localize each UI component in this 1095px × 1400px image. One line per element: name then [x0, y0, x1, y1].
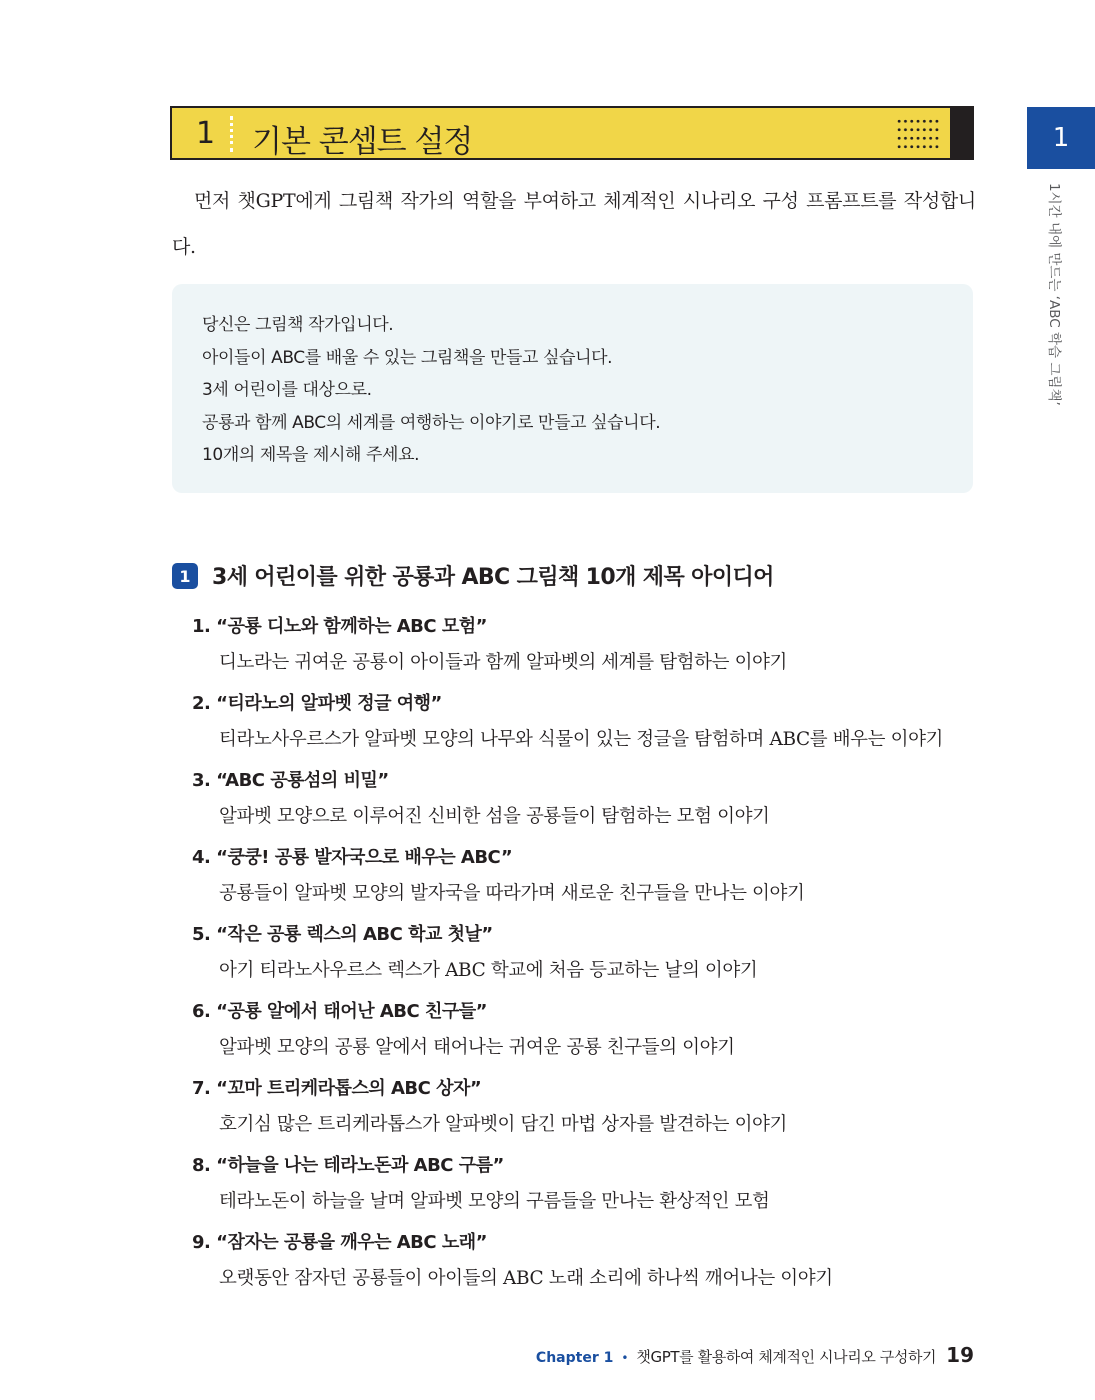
idea-description: 호기심 많은 트리케라톱스가 알파벳이 담긴 마법 상자를 발견하는 이야기 [219, 1114, 787, 1135]
dot-pattern-icon [896, 117, 940, 151]
section-bar-end [950, 108, 972, 158]
section-header [170, 106, 974, 160]
list-item [192, 920, 943, 997]
idea-description: 공룡들이 알파벳 모양의 발자국을 따라가며 새로운 친구들을 만나는 이야기 [219, 883, 805, 904]
list-item [192, 612, 943, 689]
idea-title: 7. “꼬마 트리케라톱스의 ABC 상자” [192, 1078, 482, 1099]
idea-title: 8. “하늘을 나는 테라노돈과 ABC 구름” [192, 1155, 504, 1176]
list-item [192, 689, 943, 766]
idea-title: 3. “ABC 공룡섬의 비밀” [192, 770, 389, 791]
footer-chapter: Chapter 1 [535, 1350, 614, 1366]
prompt-box [172, 284, 973, 493]
prompt-line: 10개의 제목을 제시해 주세요. [202, 445, 420, 465]
idea-title: 9. “잠자는 공룡을 깨우는 ABC 노래” [192, 1232, 487, 1253]
list-item [192, 766, 943, 843]
section-divider [230, 116, 233, 152]
idea-title: 5. “작은 공룡 렉스의 ABC 학교 첫날” [192, 924, 493, 945]
list-item [192, 1228, 943, 1305]
idea-description: 알파벳 모양의 공룡 알에서 태어나는 귀여운 공룡 친구들의 이야기 [219, 1037, 735, 1058]
idea-description: 오랫동안 잠자던 공룡들이 아이들의 ABC 노래 소리에 하나씩 깨어나는 이야기 [219, 1268, 833, 1289]
idea-description: 디노라는 귀여운 공룡이 아이들과 함께 알파벳의 세계를 탐험하는 이야기 [219, 652, 787, 673]
idea-title: 1. “공룡 디노와 함께하는 ABC 모험” [192, 616, 487, 637]
idea-title: 4. “쿵쿵! 공룡 발자국으로 배우는 ABC” [192, 847, 513, 868]
list-item [192, 843, 943, 920]
idea-list [192, 612, 943, 1305]
section-number: 1 [196, 116, 216, 151]
list-item [192, 997, 943, 1074]
idea-description: 테라노돈이 하늘을 날며 알파벳 모양의 구름들을 만나는 환상적인 모험 [219, 1191, 770, 1212]
chapter-tab: 1 [1027, 107, 1095, 169]
answer-badge: 1 [172, 563, 198, 589]
idea-title: 6. “공룡 알에서 태어난 ABC 친구들” [192, 1001, 487, 1022]
idea-title: 2. “티라노의 알파벳 정글 여행” [192, 693, 442, 714]
prompt-line: 당신은 그림책 작가입니다. [202, 315, 394, 335]
prompt-lines [202, 309, 660, 472]
section-title: 기본 콘셉트 설정 [252, 124, 473, 160]
idea-description: 아기 티라노사우르스 렉스가 ABC 학교에 처음 등교하는 날의 이야기 [219, 960, 758, 981]
list-item [192, 1074, 943, 1151]
side-book-title: 1시간 내에 만드는 ‘ABC 학습 그림책’ [1046, 183, 1062, 406]
idea-description: 티라노사우르스가 알파벳 모양의 나무와 식물이 있는 정글을 탐험하며 ABC를 배우는 이야기 [219, 729, 944, 750]
idea-description: 알파벳 모양으로 이루어진 신비한 섬을 공룡들이 탐험하는 모험 이야기 [219, 806, 770, 827]
list-item [192, 1151, 943, 1228]
intro-paragraph: 먼저 챗GPT에게 그림책 작가의 역할을 부여하고 체계적인 시나리오 구성 프롬프트를 작성합니다. [172, 190, 976, 258]
footer-bullet: • [621, 1351, 629, 1365]
prompt-line: 아이들이 ABC를 배울 수 있는 그림책을 만들고 싶습니다. [202, 347, 613, 368]
page-footer [536, 1343, 974, 1367]
answer-title: 3세 어린이를 위한 공룡과 ABC 그림책 10개 제목 아이디어 [212, 565, 774, 590]
footer-title: 챗GPT를 활용하여 체계적인 시나리오 구성하기 [636, 1348, 937, 1366]
prompt-line: 3세 어린이를 대상으로. [202, 380, 372, 400]
prompt-line: 공룡과 함께 ABC의 세계를 여행하는 이야기로 만들고 싶습니다. [202, 412, 661, 433]
page-number: 19 [946, 1343, 974, 1367]
